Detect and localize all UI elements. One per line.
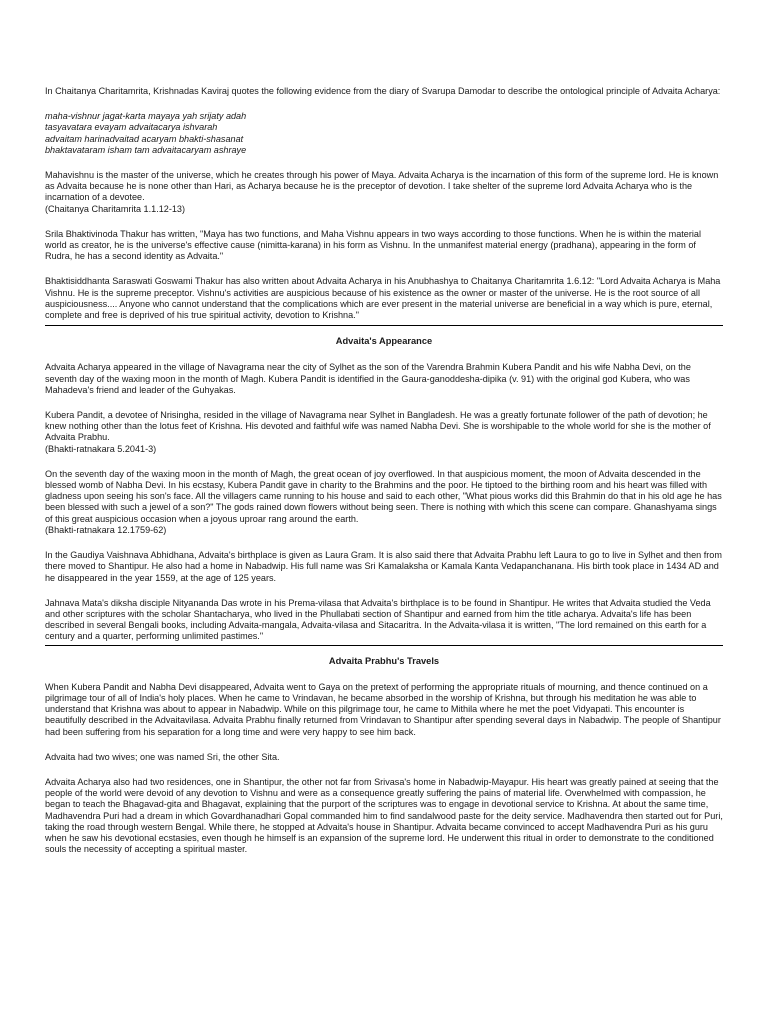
appearance-paragraph-2-text: Kubera Pandit, a devotee of Nrisingha, resided in the village of Navagrama near Sylhet in Bangladesh. He was a greatly fortunate follower of the path of devotion; he knew nothing other than the lotus feet of Krishna. His devoted and faithful wife was named Nabha Devi. She is worshipable to the whole world for she is the mother of Advaita Prabhu.: [45, 410, 711, 443]
appearance-paragraph-1: Advaita Acharya appeared in the village of Navagrama near the city of Sylhet as the son of the Varendra Brahmin Kubera Pandit and his wife Nabha Devi, on the seventh day of the waxing moon in the month of Magh. Kubera Pandit is identified in the Gaura-ganoddesha-dipika (v. 91) with the original god Kubera, who was Mahadeva's friend and leader of the Guhyakas.: [45, 362, 691, 395]
translation-paragraph: [45, 170, 723, 215]
document-page: [45, 86, 723, 869]
travels-paragraph-3: Advaita Acharya also had two residences, one in Shantipur, the other not far from Srivasa's home in Nabadwip-Mayapur. His heart was greatly pained at seeing that the people of the world were devoid of any devotion to Vishnu and were as a consequence greatly suffering the pains of material life. Overwhelmed with compassion, he began to teach the Bhagavad-gita and Bhagavat, explaining that the purport of the scriptures was to engage in devotional service to Krishna. At about the same time, Madhavendra Puri had a dream in which Govardhanadhari Gopal commanded him to find sandalwood paste for the deity service. Madhavendra then started out for Puri, taking the road through western Bengal. While there, he stopped at Advaita's house in Shantipur. Advaita became convinced to accept Madhavendra Puri as his guru when he saw his devotional ecstasies, even though he himself is an expansion of the supreme lord. He underwent this ritual in order to demonstrate to the conditioned souls the necessity of accepting a spiritual master.: [45, 776, 723, 855]
translation-reference: (Chaitanya Charitamrita 1.1.12-13): [45, 203, 186, 214]
section-heading-travels: Advaita Prabhu's Travels: [328, 655, 440, 666]
verse-line: tasyavatara evayam advaitacarya ishvarah: [45, 122, 218, 133]
translation-text: Mahavishnu is the master of the universe, which he creates through his power of Maya. Advaita Acharya is the incarnation of this form of the supreme lord. He is known as Advaita because he is none other than Hari, as Acharya because he is the preceptor of devotion. I take shelter of the supreme lord Advaita Acharya who is the incarnation of a devotee.: [45, 170, 719, 203]
verse-line: advaitam harinadvaitad acaryam bhakti-shasanat: [45, 133, 244, 144]
bhaktisiddhanta-paragraph: Bhaktisiddhanta Saraswati Goswami Thakur has also written about Advaita Acharya in his Anubhashya to Chaitanya Charitamrita 1.6.12: "Lord Advaita Acharya is Maha Vishnu. He is the supreme preceptor. Vishnu's activities are auspicious because of his existence as the owner or master of the universe. He is the root source of all auspiciousness.... Anyone who cannot understand that the complications which are ever present in the material universe are beneficial in a way which is pure, eternal, complete and free is deprived of his true spiritual activity, devotion to Krishna.": [45, 276, 721, 321]
verse-line: maha-vishnur jagat-karta mayaya yah srijaty adah: [45, 111, 247, 122]
travels-paragraph-1: When Kubera Pandit and Nabha Devi disappeared, Advaita went to Gaya on the pretext of performing the appropriate rituals of mourning, and thence continued on a pilgrimage tour of all of India's holy places. When he came to Vrindavan, he became absorbed in the worship of Krishna, but through his meditation he was able to understand that Krishna was about to appear in Nabadwip. While on this pilgrimage tour, he came to Mithila where he met the poet Vidyapati. This encounter is beautifully described in the Advaitavilasa. Advaita Prabhu finally returned from Vrindavan to Shantipur after spending several days in Nabadwip. The people of Shantipur had been suffering from his separation for a long time and were very happy to see him back.: [45, 681, 721, 737]
appearance-paragraph-3-reference: (Bhakti-ratnakara 12.1759-62): [45, 524, 167, 535]
verse-line: bhaktavataram isham tam advaitacaryam ashraye: [45, 144, 247, 155]
appearance-paragraph-3-text: On the seventh day of the waxing moon in the month of Magh, the great ocean of joy overflowed. In that auspicious moment, the moon of Advaita descended in the blessed womb of Nabha Devi. In his ecstasy, Kubera Pandit gave in charity to the Brahmins and the poor. He tiptoed to the birthing room and his heart was filled with gladness upon seeing his son's face. All the villagers came running to his house and said to each other, "What pious works did this Brahmin do that in his old age he has been blessed with such a jewel of a son?" The gods rained down flowers without being seen. There is nothing with which this scene can compare. Ghanashyama sings of this great auspicious occasion when a joyous uproar rang around the earth.: [45, 468, 722, 524]
sanskrit-verse: [45, 111, 723, 156]
bhaktivinoda-paragraph: Srila Bhaktivinoda Thakur has written, "Maya has two functions, and Maha Vishnu appears in two ways according to those functions. When he is within the material world as creator, he is the universe's effective cause (nimitta-karana) in his form as Vishnu. In the unmanifest material energy (pradhana), appearing in the form of Rudra, he has a second identity as Advaita.": [45, 228, 701, 262]
travels-paragraph-2: Advaita had two wives; one was named Sri, the other Sita.: [45, 751, 280, 762]
appearance-paragraph-2: [45, 410, 723, 455]
section-divider: [45, 325, 723, 326]
appearance-paragraph-4: In the Gaudiya Vaishnava Abhidhana, Advaita's birthplace is given as Laura Gram. It is also said there that Advaita Prabhu left Laura to go to live in Sylhet and then from there moved to Shantipur. He also had a home in Nabadwip. His full name was Sri Kamalaksha or Kamala Kanta Vedapanchanana. His birth took place in 1434 AD and he disappeared in the year 1559, at the age of 125 years.: [45, 550, 722, 583]
section-heading-appearance: Advaita's Appearance: [335, 336, 433, 347]
appearance-paragraph-2-reference: (Bhakti-ratnakara 5.2041-3): [45, 443, 157, 454]
section-divider: [45, 645, 723, 646]
appearance-paragraph-5: Jahnava Mata's diksha disciple Nityananda Das wrote in his Prema-vilasa that Advaita's birthplace is to be found in Shantipur. He writes that Advaita studied the Veda and other scriptures with the scholar Shantacharya, who lived in the Phullabati section of Shantipur and earned from him the title acharya. Advaita's life has been described in several Bengali books, including Advaita-mangala, Advaita-vilasa and Sitacaritra. In the Advaita-vilasa it is written, "The lord remained on this earth for a century and a quarter, performing unlimited pastimes.": [45, 597, 711, 642]
appearance-paragraph-3: [45, 469, 723, 536]
intro-paragraph: In Chaitanya Charitamrita, Krishnadas Kaviraj quotes the following evidence from the diary of Svarupa Damodar to describe the ontological principle of Advaita Acharya:: [45, 86, 721, 96]
